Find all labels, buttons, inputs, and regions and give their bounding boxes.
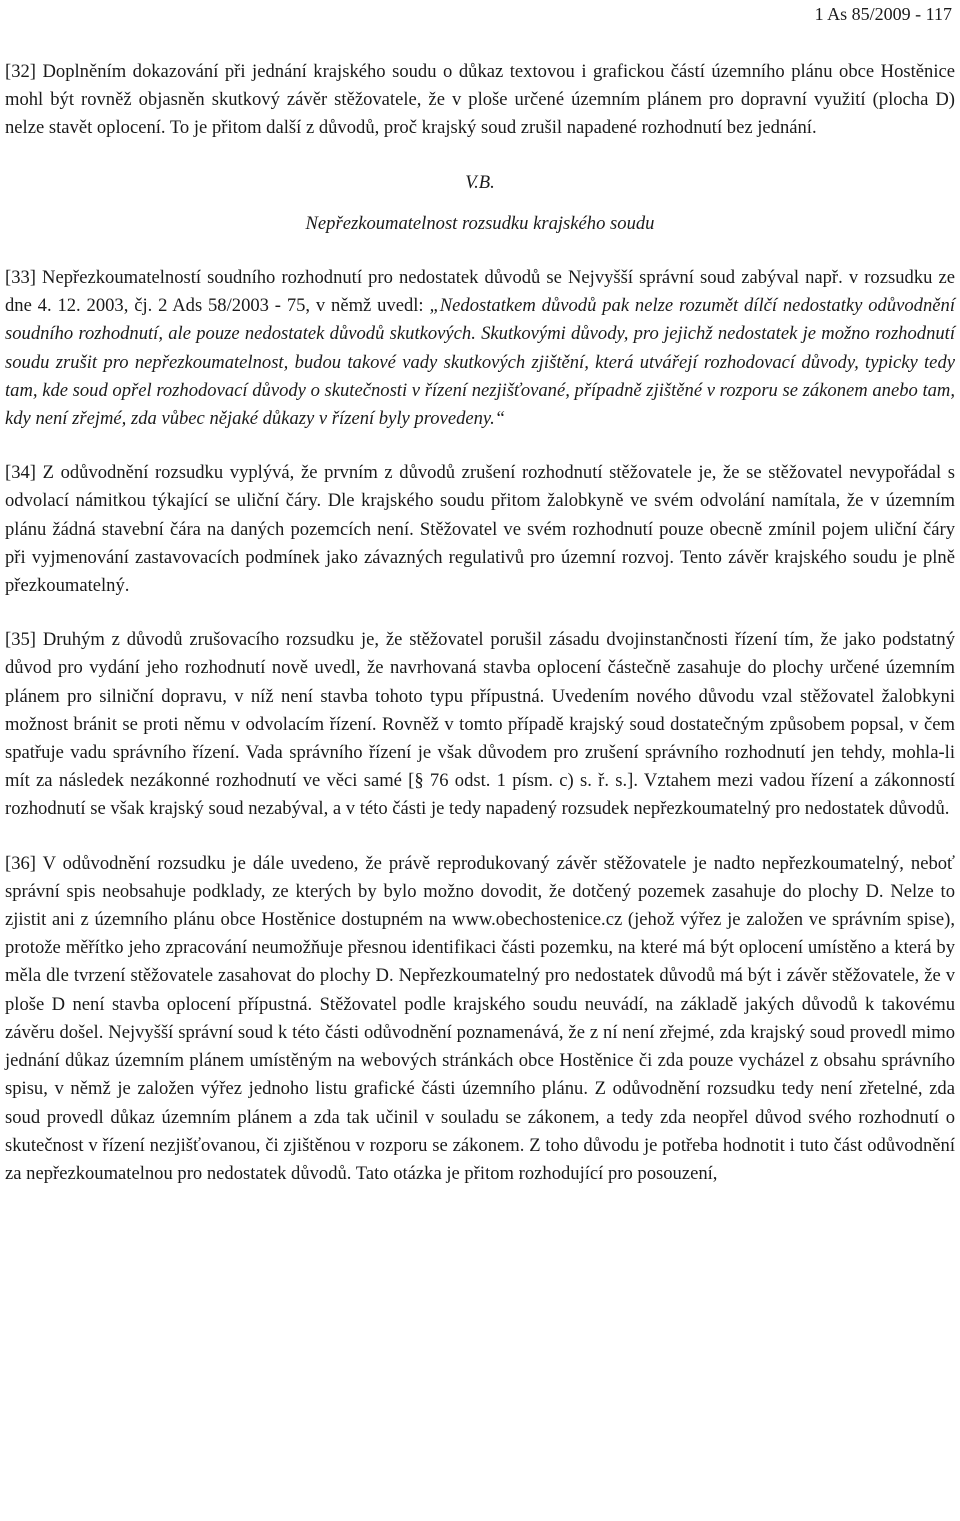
paragraph-33-intro: [33] Nepřezkoumatelností soudního rozhodnutí pro nedostatek důvodů se Nejvyšší správní soud zabýval např. v rozsudku ze dne 4. 12. 2003, čj. 2 Ads 58/2003 - 75, v němž uvedl: xyxy=(5,267,955,317)
paragraph-36: [36] V odůvodnění rozsudku je dále uvedeno, že právě reprodukovaný závěr stěžovatele je nadto nepřezkoumatelný, neboť správní spis neobsahuje podklady, ze kterých by bylo možno dovodit, že dotčený pozemek zasahuje do plochy D. Nelze to zjistit ani z územního plánu obce Hostěnice dostupném na www.obechostenice.cz (jehož výřez je založen ve správním spise), protože měřítko jeho zpracování neumožňuje přesnou identifikaci části pozemku, na které má být oplocení umístěno a která by měla dle tvrzení stěžovatele zasahovat do plochy D. Nepřezkoumatelný pro nedostatek důvodů má být i závěr stěžovatele, že v ploše D není stavba oplocení přípustná. Stěžovatel podle krajského soudu neuvádí, na základě jakých důvodů k takovému závěru došel. Nejvyšší správní soud k této části odůvodnění poznamenává, že z ní není zřejmé, zda krajský soud provedl mimo jednání důkaz územním plánem umístěným na webových stránkách obce Hostěnice či zda pouze vycházel z obsahu správního spisu, v němž je založen výřez jednoho listu grafické části územního plánu. Z odůvodnění rozsudku tedy není zřetelné, zda soud provedl důkaz územním plánem a zda tak učinil v souladu se zákonem, a tedy zda neopřel důvod svého rozhodnutí o skutečnost v řízení nezjišťovanou, či zjištěnou v rozporu se zákonem. Z toho důvodu je potřeba hodnotit i tuto část odůvodnění za nepřezkoumatelnou pro nedostatek důvodů. Tato otázka je přitom rozhodující pro posouzení, xyxy=(5,852,955,1184)
section-number: V.B. xyxy=(465,171,495,193)
paragraph-32: [32] Doplněním dokazování při jednání krajského soudu o důkaz textovou i grafickou částí územního plánu obce Hostěnice mohl být rovněž objasněn skutkový závěr stěžovatele, že v ploše určené územním plánem pro dopravní využití (plocha D) nelze stavět oplocení. To je přitom další z důvodů, proč krajský soud zrušil napadené rozhodnutí bez jednání. xyxy=(5,61,955,139)
document-body xyxy=(5,58,955,1188)
section-title: Nepřezkoumatelnost rozsudku krajského soudu xyxy=(305,212,655,234)
paragraph-34: [34] Z odůvodnění rozsudku vyplývá, že prvním z důvodů zrušení rozhodnutí stěžovatele je, že se stěžovatel nevypořádal s odvolací námitkou týkající se uliční čáry. Dle krajského soudu přitom žalobkyně ve svém odvolání namítala, že v územním plánu žádná stavební čára na daných pozemcích není. Stěžovatel ve svém rozhodnutí pouze obecně zmínil pojem uliční čáry při vyjmenování zastavovacích podmínek jako závazných regulativů pro územní rozvoj. Tento závěr krajského soudu je plně přezkoumatelný. xyxy=(5,462,955,597)
case-reference: 1 As 85/2009 - 117 xyxy=(814,4,952,24)
paragraph-33-quote: „Nedostatkem důvodů pak nelze rozumět dílčí nedostatky odůvodnění soudního rozhodnutí, ale pouze nedostatek důvodů skutkových. Skutkovými důvody, pro jejichž nedostatek je možno rozhodnutí soudu zrušit pro nepřezkoumatelnost, budou takové vady skutkových zjištění, která utvářejí rozhodovací důvody, typicky tedy tam, kde soud opřel rozhodovací důvody o skutečnosti v řízení nezjišťované, případně zjištěné v rozporu se zákonem anebo tam, kdy není zřejmé, zda vůbec nějaké důkazy v řízení byly provedeny.“ xyxy=(5,295,955,430)
paragraph-35: [35] Druhým z důvodů zrušovacího rozsudku je, že stěžovatel porušil zásadu dvojinstančnosti řízení tím, že jako podstatný důvod pro vydání jeho rozhodnutí nově uvedl, že navrhovaná stavba oplocení částečně zasahuje do plochy určené územním plánem pro silniční dopravu, v níž není stavba tohoto typu přípustná. Uvedením nového důvodu vzal stěžovatel žalobkyni možnost bránit se proti němu v odvolacím řízení. Rovněž v tomto případě krajský soud dostatečným způsobem popsal, v čem spatřuje vadu správního řízení. Vada správního řízení je však důvodem pro zrušení správního rozhodnutí jen tehdy, mohla-li mít za následek nezákonné rozhodnutí ve věci samé [§ 76 odst. 1 písm. c) s. ř. s.]. Vztahem mezi vadou řízení a zákonností rozhodnutí se však krajský soud nezabýval, a v této části je tedy napadený rozsudek nepřezkoumatelný pro nedostatek důvodů. xyxy=(5,629,955,820)
paragraph-33 xyxy=(5,264,955,433)
